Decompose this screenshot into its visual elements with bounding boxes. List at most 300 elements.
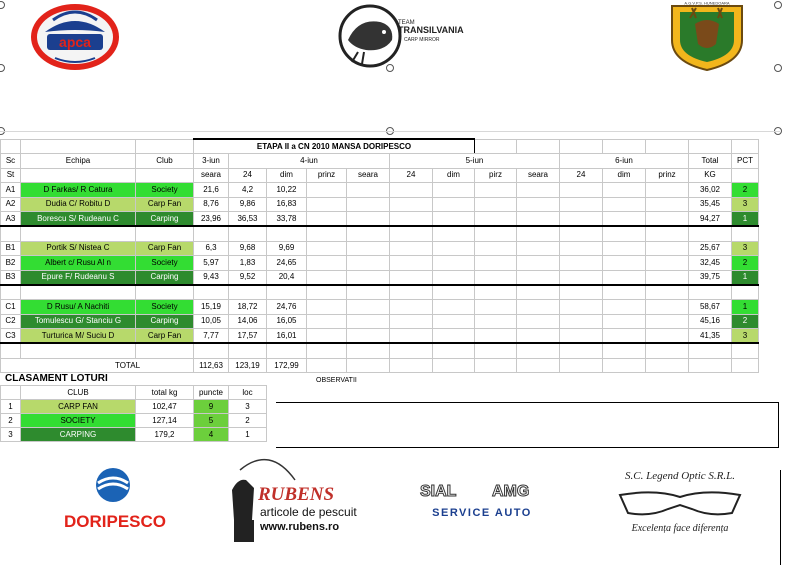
total-label[interactable] (1, 358, 194, 372)
empty-cell[interactable] (390, 226, 433, 241)
empty-cell[interactable] (194, 226, 229, 241)
clasament-kg-cell[interactable]: 127,14 (136, 414, 194, 428)
title-row (1, 139, 759, 154)
points-cell[interactable]: 3 (732, 241, 759, 255)
total-kg-cell[interactable]: 35,45 (689, 197, 732, 211)
empty-cell[interactable] (229, 343, 267, 358)
empty-cell[interactable] (267, 343, 307, 358)
weight-cell[interactable] (603, 329, 646, 344)
resize-handle[interactable] (774, 64, 782, 72)
empty-cell[interactable] (732, 358, 759, 372)
club-cell[interactable]: Carping (136, 314, 194, 328)
weight-cell[interactable]: 24,65 (267, 256, 307, 270)
weight-cell[interactable] (475, 300, 517, 314)
header-kg[interactable]: KG (689, 168, 732, 182)
empty-cell[interactable] (475, 343, 517, 358)
total-kg-cell[interactable]: 32,45 (689, 256, 732, 270)
empty-cell[interactable] (1, 386, 21, 400)
clasament-points-cell[interactable]: 5 (194, 414, 229, 428)
weight-cell[interactable]: 16,05 (267, 314, 307, 328)
empty-cell[interactable] (603, 285, 646, 300)
weight-cell[interactable] (560, 183, 603, 197)
clasament-loc-cell[interactable]: 2 (229, 414, 267, 428)
empty-cell[interactable] (689, 226, 732, 241)
header-day1[interactable]: 3-iun (194, 154, 229, 168)
weight-cell[interactable] (390, 241, 433, 255)
empty-cell[interactable] (517, 343, 560, 358)
empty-cell[interactable] (475, 358, 517, 372)
weight-cell[interactable] (517, 329, 560, 344)
weight-cell[interactable] (307, 270, 347, 285)
weight-cell[interactable] (475, 314, 517, 328)
weight-cell[interactable] (603, 241, 646, 255)
empty-cell[interactable] (603, 343, 646, 358)
weight-cell[interactable] (347, 314, 390, 328)
weight-cell[interactable] (560, 197, 603, 211)
rank-number-cell[interactable]: 3 (1, 428, 21, 442)
empty-cell[interactable] (347, 343, 390, 358)
total-kg-cell[interactable]: 39,75 (689, 270, 732, 285)
header-echipa[interactable]: Echipa (21, 154, 136, 168)
weight-cell[interactable] (307, 329, 347, 344)
empty-cell[interactable] (517, 285, 560, 300)
weight-cell[interactable] (347, 211, 390, 226)
rank-number-cell[interactable]: 1 (1, 400, 21, 414)
weight-cell[interactable] (517, 270, 560, 285)
empty-cell[interactable] (646, 285, 689, 300)
club-cell[interactable]: Carp Fan (136, 241, 194, 255)
empty-cell[interactable] (136, 226, 194, 241)
points-cell[interactable]: 3 (732, 329, 759, 344)
header-st[interactable]: St (1, 168, 21, 182)
session-header[interactable]: 24 (560, 168, 603, 182)
empty-cell[interactable] (136, 285, 194, 300)
session-header[interactable]: 24 (390, 168, 433, 182)
weight-cell[interactable] (475, 241, 517, 255)
weight-cell[interactable]: 21,6 (194, 183, 229, 197)
empty-cell[interactable] (732, 226, 759, 241)
header-day3[interactable]: 5-iun (390, 154, 560, 168)
weight-cell[interactable] (390, 270, 433, 285)
weight-cell[interactable] (646, 314, 689, 328)
empty-cell[interactable] (560, 358, 603, 372)
rubens-url: www.rubens.ro (260, 521, 340, 533)
rubens-logo (220, 450, 385, 550)
weight-cell[interactable]: 36,53 (229, 211, 267, 226)
weight-cell[interactable] (517, 314, 560, 328)
weight-cell[interactable] (433, 241, 475, 255)
club-cell[interactable]: Society (136, 256, 194, 270)
empty-cell[interactable] (194, 285, 229, 300)
stand-cell[interactable]: A2 (1, 197, 21, 211)
weight-cell[interactable] (475, 256, 517, 270)
header-empty-cell[interactable] (732, 168, 759, 182)
empty-cell[interactable] (267, 285, 307, 300)
team-row (1, 241, 759, 255)
weight-cell[interactable] (475, 197, 517, 211)
weight-cell[interactable] (433, 314, 475, 328)
empty-cell[interactable] (307, 343, 347, 358)
weight-cell[interactable]: 9,69 (267, 241, 307, 255)
club-cell[interactable]: Carp Fan (136, 329, 194, 344)
empty-cell[interactable] (347, 226, 390, 241)
spacer-row (1, 226, 759, 241)
empty-cell[interactable] (689, 343, 732, 358)
empty-cell[interactable] (390, 358, 433, 372)
weight-cell[interactable]: 14,06 (229, 314, 267, 328)
clasament-header-puncte[interactable]: puncte (194, 386, 229, 400)
total-kg-cell[interactable]: 58,67 (689, 300, 732, 314)
stand-cell[interactable]: C2 (1, 314, 21, 328)
points-cell[interactable]: 1 (732, 270, 759, 285)
header-day4[interactable]: 6-iun (560, 154, 689, 168)
weight-cell[interactable] (307, 197, 347, 211)
sheet-title[interactable]: ETAPA II a CN 2010 MANSA DORIPESCO (194, 139, 475, 154)
weight-cell[interactable] (603, 314, 646, 328)
session-header[interactable]: seara (517, 168, 560, 182)
club-cell[interactable]: Carping (136, 270, 194, 285)
empty-cell[interactable] (1, 343, 21, 358)
weight-cell[interactable] (646, 256, 689, 270)
weight-cell[interactable] (517, 211, 560, 226)
session-header[interactable]: prinz (646, 168, 689, 182)
empty-cell[interactable] (194, 343, 229, 358)
weight-cell[interactable] (433, 329, 475, 344)
weight-cell[interactable] (347, 270, 390, 285)
empty-cell[interactable] (433, 358, 475, 372)
weight-cell[interactable]: 16,83 (267, 197, 307, 211)
session-header[interactable]: 24 (229, 168, 267, 182)
session-header[interactable]: dim (603, 168, 646, 182)
weight-cell[interactable]: 8,76 (194, 197, 229, 211)
weight-cell[interactable] (560, 314, 603, 328)
points-cell[interactable]: 2 (732, 183, 759, 197)
team-cell[interactable]: Dudia C/ Robitu D (21, 197, 136, 211)
header-club[interactable]: Club (136, 154, 194, 168)
empty-cell[interactable] (475, 226, 517, 241)
clasament-row (1, 428, 267, 442)
weight-cell[interactable]: 33,78 (267, 211, 307, 226)
empty-cell[interactable] (347, 285, 390, 300)
weight-cell[interactable]: 16,01 (267, 329, 307, 344)
observatii-box[interactable] (276, 402, 779, 448)
total-value[interactable]: 112,63 (194, 358, 229, 372)
empty-cell[interactable] (560, 343, 603, 358)
observatii-label[interactable]: OBSERVATII (316, 377, 357, 384)
clasament-kg-cell[interactable]: 102,47 (136, 400, 194, 414)
weight-cell[interactable] (560, 256, 603, 270)
weight-cell[interactable]: 23,96 (194, 211, 229, 226)
weight-cell[interactable] (517, 183, 560, 197)
weight-cell[interactable] (603, 256, 646, 270)
session-header[interactable]: seara (347, 168, 390, 182)
team-cell[interactable]: Albert c/ Rusu Al n (21, 256, 136, 270)
points-cell[interactable]: 1 (732, 211, 759, 226)
empty-cell[interactable] (475, 285, 517, 300)
clasament-club-cell[interactable]: SOCIETY (21, 414, 136, 428)
weight-cell[interactable] (560, 329, 603, 344)
team-line1: TEAM (398, 20, 415, 26)
total-kg-cell[interactable]: 25,67 (689, 241, 732, 255)
club-cell[interactable]: Carp Fan (136, 197, 194, 211)
clasament-title[interactable]: CLASAMENT LOTURI (5, 373, 108, 384)
empty-cell[interactable] (390, 285, 433, 300)
weight-cell[interactable] (307, 300, 347, 314)
empty-cell[interactable] (1, 285, 21, 300)
empty-cell[interactable] (307, 285, 347, 300)
total-kg-cell[interactable]: 45,16 (689, 314, 732, 328)
groups-body (1, 183, 759, 359)
club-cell[interactable]: Carping (136, 211, 194, 226)
weight-cell[interactable] (307, 241, 347, 255)
legend-top: S.C. Legend Optic S.R.L. (625, 470, 735, 482)
weight-cell[interactable]: 9,52 (229, 270, 267, 285)
weight-cell[interactable] (646, 270, 689, 285)
session-header[interactable]: dim (433, 168, 475, 182)
club-cell[interactable]: Society (136, 300, 194, 314)
weight-cell[interactable] (646, 183, 689, 197)
weight-cell[interactable] (517, 256, 560, 270)
team-row (1, 300, 759, 314)
clasament-kg-cell[interactable]: 179,2 (136, 428, 194, 442)
clasament-table (0, 372, 267, 442)
weight-cell[interactable] (390, 256, 433, 270)
weight-cell[interactable] (390, 183, 433, 197)
empty-cell[interactable] (347, 358, 390, 372)
weight-cell[interactable] (433, 256, 475, 270)
total-kg-cell[interactable]: 36,02 (689, 183, 732, 197)
empty-cell[interactable] (229, 285, 267, 300)
points-cell[interactable]: 2 (732, 314, 759, 328)
clasament-loc-cell[interactable]: 1 (229, 428, 267, 442)
empty-cell[interactable] (390, 343, 433, 358)
apca-logo (25, 2, 125, 72)
stand-cell[interactable]: C1 (1, 300, 21, 314)
clasament-header-club[interactable]: CLUB (21, 386, 136, 400)
resize-handle[interactable] (0, 1, 5, 9)
weight-cell[interactable] (390, 329, 433, 344)
header-empty-cell[interactable] (136, 168, 194, 182)
total-row (1, 358, 759, 372)
weight-cell[interactable] (307, 314, 347, 328)
weight-cell[interactable]: 6,3 (194, 241, 229, 255)
team-line3: CARP MIRROR (404, 37, 440, 43)
weight-cell[interactable] (560, 300, 603, 314)
weight-cell[interactable]: 7,77 (194, 329, 229, 344)
weight-cell[interactable]: 20,4 (267, 270, 307, 285)
clasament-club-cell[interactable]: CARPING (21, 428, 136, 442)
weight-cell[interactable] (475, 211, 517, 226)
empty-cell[interactable] (21, 226, 136, 241)
empty-cell[interactable] (732, 285, 759, 300)
team-cell[interactable]: Turturica M/ Suciu D (21, 329, 136, 344)
empty-cell[interactable] (307, 226, 347, 241)
weight-cell[interactable] (517, 197, 560, 211)
rubens-sub: articole de pescuit (260, 505, 357, 519)
team-cell[interactable]: D Farkas/ R Catura (21, 183, 136, 197)
weight-cell[interactable] (347, 329, 390, 344)
empty-cell[interactable] (21, 285, 136, 300)
rank-number-cell[interactable]: 2 (1, 414, 21, 428)
team-cell[interactable]: Tomulescu G/ Stanciu G (21, 314, 136, 328)
weight-cell[interactable] (646, 329, 689, 344)
empty-cell[interactable] (21, 343, 136, 358)
weight-cell[interactable] (307, 256, 347, 270)
team-transilvania-logo (338, 0, 468, 70)
header-sc[interactable]: Sc (1, 154, 21, 168)
empty-cell[interactable] (689, 358, 732, 372)
spacer-row (1, 343, 759, 358)
points-cell[interactable]: 2 (732, 256, 759, 270)
stand-cell[interactable]: A3 (1, 211, 21, 226)
weight-cell[interactable]: 10,22 (267, 183, 307, 197)
weight-cell[interactable]: 10,05 (194, 314, 229, 328)
weight-cell[interactable] (560, 241, 603, 255)
weight-cell[interactable]: 9,68 (229, 241, 267, 255)
empty-cell[interactable] (646, 358, 689, 372)
resize-handle[interactable] (0, 64, 5, 72)
team-row (1, 211, 759, 226)
weight-cell[interactable]: 1,83 (229, 256, 267, 270)
legend-bottom: Excelența face diferența (631, 523, 729, 534)
empty-cell[interactable] (307, 358, 347, 372)
weight-cell[interactable]: 5,97 (194, 256, 229, 270)
weight-cell[interactable] (560, 270, 603, 285)
empty-cell[interactable] (560, 285, 603, 300)
weight-cell[interactable] (433, 270, 475, 285)
weight-cell[interactable] (517, 241, 560, 255)
weight-cell[interactable] (433, 211, 475, 226)
weight-cell[interactable] (307, 183, 347, 197)
weight-cell[interactable]: 4,2 (229, 183, 267, 197)
session-header[interactable]: prinz (307, 168, 347, 182)
stand-cell[interactable]: B3 (1, 270, 21, 285)
header-day2[interactable]: 4-iun (229, 154, 390, 168)
empty-cell[interactable] (560, 226, 603, 241)
team-cell[interactable]: Borescu S/ Rudeanu C (21, 211, 136, 226)
total-label-text: TOTAL (114, 360, 141, 370)
stand-cell[interactable]: A1 (1, 183, 21, 197)
stand-cell[interactable]: B1 (1, 241, 21, 255)
points-cell[interactable]: 3 (732, 197, 759, 211)
weight-cell[interactable] (390, 314, 433, 328)
weight-cell[interactable] (603, 197, 646, 211)
team-row (1, 256, 759, 270)
weight-cell[interactable] (646, 241, 689, 255)
weight-cell[interactable] (603, 183, 646, 197)
weight-cell[interactable] (433, 183, 475, 197)
weight-cell[interactable]: 24,76 (267, 300, 307, 314)
empty-cell[interactable] (689, 285, 732, 300)
resize-handle[interactable] (774, 1, 782, 9)
weight-cell[interactable] (347, 183, 390, 197)
clasament-points-cell[interactable]: 4 (194, 428, 229, 442)
weight-cell[interactable] (475, 183, 517, 197)
session-header[interactable]: dim (267, 168, 307, 182)
clasament-header-loc[interactable]: loc (229, 386, 267, 400)
weight-cell[interactable] (347, 300, 390, 314)
weight-cell[interactable]: 9,43 (194, 270, 229, 285)
weight-cell[interactable] (603, 211, 646, 226)
weight-cell[interactable] (646, 197, 689, 211)
team-cell[interactable]: D Rusu/ A Nachiti (21, 300, 136, 314)
points-cell[interactable]: 1 (732, 300, 759, 314)
weight-cell[interactable] (347, 256, 390, 270)
empty-cell[interactable] (433, 343, 475, 358)
empty-cell[interactable] (136, 343, 194, 358)
total-value[interactable]: 172,99 (267, 358, 307, 372)
empty-cell[interactable] (517, 358, 560, 372)
weight-cell[interactable] (390, 211, 433, 226)
weight-cell[interactable] (307, 211, 347, 226)
empty-cell[interactable] (603, 226, 646, 241)
stand-cell[interactable]: C3 (1, 329, 21, 344)
doripesco-text: DORIPESCO (63, 512, 167, 531)
header-empty-cell[interactable] (21, 168, 136, 182)
empty-cell[interactable] (603, 358, 646, 372)
team-cell[interactable]: Portik S/ Nistea C (21, 241, 136, 255)
weight-cell[interactable] (433, 300, 475, 314)
empty-cell[interactable] (646, 343, 689, 358)
session-header[interactable]: pirz (475, 168, 517, 182)
weight-cell[interactable] (646, 211, 689, 226)
clasament-row (1, 414, 267, 428)
empty-cell[interactable] (267, 226, 307, 241)
weight-cell[interactable] (390, 300, 433, 314)
total-value[interactable]: 123,19 (229, 358, 267, 372)
weight-cell[interactable] (433, 197, 475, 211)
weight-cell[interactable] (390, 197, 433, 211)
rubens-name: RUBENS (258, 484, 335, 505)
clasament-body (1, 400, 267, 442)
empty-cell[interactable] (517, 226, 560, 241)
clasament-spacer-row (1, 372, 267, 386)
team-cell[interactable]: Epure F/ Rudeanu S (21, 270, 136, 285)
total-kg-cell[interactable]: 94,27 (689, 211, 732, 226)
session-header[interactable]: seara (194, 168, 229, 182)
header-total[interactable]: Total (689, 154, 732, 168)
weight-cell[interactable]: 9,86 (229, 197, 267, 211)
weight-cell[interactable] (475, 270, 517, 285)
clasament-header-kg[interactable]: total kg (136, 386, 194, 400)
weight-cell[interactable] (475, 329, 517, 344)
stand-cell[interactable]: B2 (1, 256, 21, 270)
empty-cell[interactable] (433, 285, 475, 300)
weight-cell[interactable] (603, 270, 646, 285)
header-pct[interactable]: PCT (732, 154, 759, 168)
empty-cell[interactable] (1, 226, 21, 241)
weight-cell[interactable]: 17,57 (229, 329, 267, 344)
weight-cell[interactable]: 15,19 (194, 300, 229, 314)
clasament-club-cell[interactable]: CARP FAN (21, 400, 136, 414)
weight-cell[interactable] (347, 197, 390, 211)
empty-cell[interactable] (646, 226, 689, 241)
weight-cell[interactable] (347, 241, 390, 255)
weight-cell[interactable] (603, 300, 646, 314)
weight-cell[interactable] (560, 211, 603, 226)
weight-cell[interactable]: 18,72 (229, 300, 267, 314)
weight-cell[interactable] (517, 300, 560, 314)
empty-cell[interactable] (732, 343, 759, 358)
empty-cell[interactable] (433, 226, 475, 241)
clasament-loc-cell[interactable]: 3 (229, 400, 267, 414)
total-kg-cell[interactable]: 41,35 (689, 329, 732, 344)
weight-cell[interactable] (646, 300, 689, 314)
grid-line (0, 131, 780, 132)
empty-cell[interactable] (229, 226, 267, 241)
club-cell[interactable]: Society (136, 183, 194, 197)
clasament-points-cell[interactable]: 9 (194, 400, 229, 414)
